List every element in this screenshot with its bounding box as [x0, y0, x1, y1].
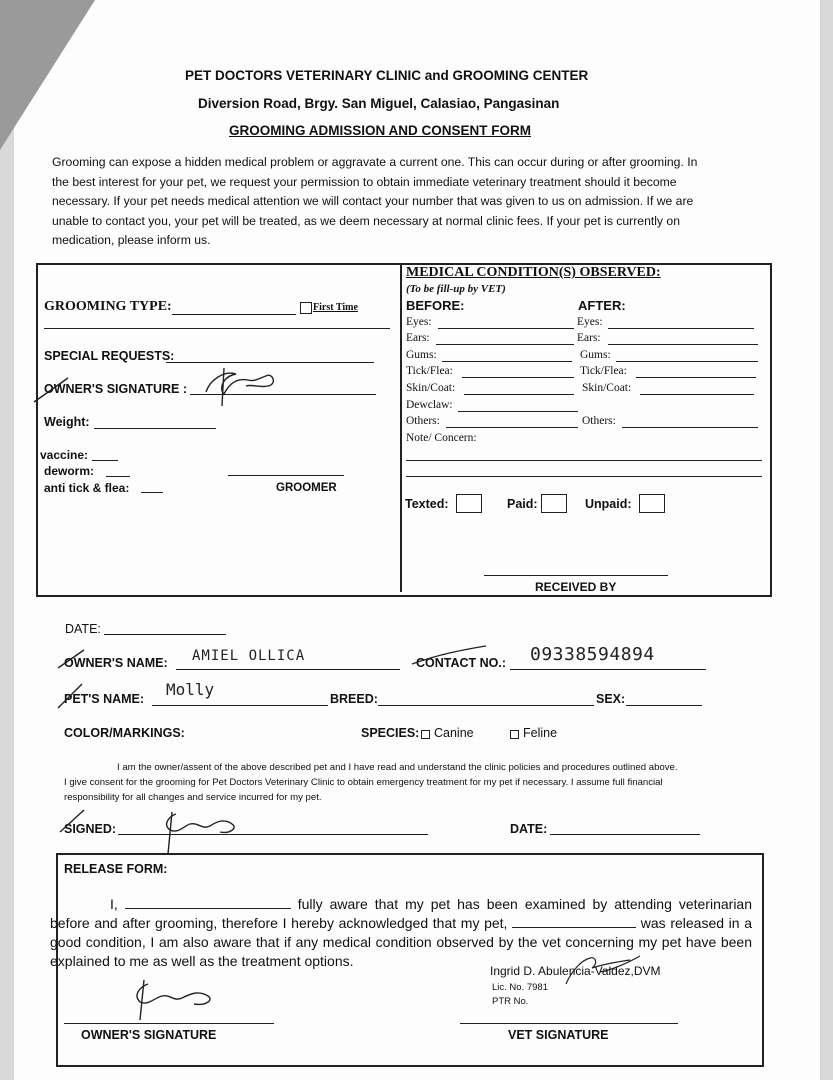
sex-label: SEX: [596, 692, 626, 706]
clinic-address: Diversion Road, Brgy. San Miguel, Calasiao, Pangasinan [198, 96, 560, 111]
after-others: Others: [582, 415, 616, 427]
first-time-label: First Time [313, 302, 358, 313]
release-text-b: fully aware that my pet has been examined by attending veterinarian before and after grooming, therefore I hereby acknowledged that my pet, [50, 896, 752, 931]
first-time-checkbox[interactable] [300, 302, 312, 314]
before-others-field[interactable] [446, 427, 578, 428]
handwritten-signature-2 [150, 808, 260, 856]
unpaid-checkbox[interactable] [639, 494, 665, 513]
received-by-label: RECEIVED BY [535, 580, 617, 594]
pet-name-field[interactable] [152, 705, 328, 706]
before-dewclaw: Dewclaw: [406, 399, 453, 411]
before-ears-field[interactable] [436, 344, 574, 345]
before-eyes: Eyes: [406, 316, 432, 328]
contact-strike [410, 644, 490, 668]
feline-label: Feline [523, 726, 558, 740]
consent-line-1: I am the owner/assent of the above described pet and I have read and understand the clinic policies and procedures outlined above. [117, 762, 678, 773]
after-label: AFTER: [578, 298, 626, 313]
special-requests-label: SPECIAL REQUESTS: [44, 349, 175, 363]
owner-name-value: AMIEL OLLICA [192, 648, 306, 664]
before-others: Others: [406, 415, 440, 427]
before-skin: Skin/Coat: [406, 382, 456, 394]
contact-label: CONTACT NO.: [416, 656, 507, 670]
grooming-type-field[interactable] [172, 314, 296, 315]
after-skin-field[interactable] [640, 394, 754, 395]
deworm-field[interactable] [106, 476, 130, 477]
unpaid-label: Unpaid: [585, 497, 632, 511]
feline-checkbox[interactable] [510, 730, 519, 739]
form-title: GROOMING ADMISSION AND CONSENT FORM [229, 123, 531, 138]
consent-line-3: responsibility for all changes and service incurred for my pet. [64, 792, 322, 803]
owner-signature-label: OWNER'S SIGNATURE [81, 1028, 217, 1042]
deworm-label: deworm: [44, 464, 95, 478]
pet-name-strike [56, 680, 86, 710]
breed-field[interactable] [378, 705, 594, 706]
after-gums-field[interactable] [616, 361, 758, 362]
release-text-a: I, [110, 896, 118, 912]
paid-checkbox[interactable] [541, 494, 567, 513]
note-concern-label: Note/ Concern: [406, 432, 477, 444]
box-divider [400, 264, 402, 592]
paid-label: Paid: [507, 497, 538, 511]
texted-label: Texted: [405, 497, 449, 511]
date2-label: DATE: [510, 822, 548, 836]
before-gums-field[interactable] [442, 361, 572, 362]
after-eyes-field[interactable] [608, 328, 754, 329]
contact-field[interactable] [510, 669, 706, 670]
vaccine-field[interactable] [92, 460, 118, 461]
owner-signature-field[interactable] [64, 1023, 274, 1024]
before-label: BEFORE: [406, 298, 465, 313]
sex-field[interactable] [626, 705, 702, 706]
release-title: RELEASE FORM: [64, 862, 168, 876]
after-others-field[interactable] [622, 427, 758, 428]
canine-checkbox[interactable] [421, 730, 430, 739]
date2-field[interactable] [550, 834, 700, 835]
species-label: SPECIES: [361, 726, 420, 740]
before-tick: Tick/Flea: [406, 365, 453, 377]
release-text-c: was released in a good condition, I am also aware that if any medical condition observed by the vet concerning my pet have been explained to me as well as the treatment options. [50, 915, 753, 969]
after-tick-field[interactable] [636, 377, 756, 378]
signed-label: SIGNED: [64, 822, 117, 836]
received-by-field[interactable] [484, 575, 668, 576]
after-gums: Gums: [580, 349, 611, 361]
anti-tick-field[interactable] [141, 492, 163, 493]
release-owner-name-field[interactable] [125, 896, 291, 909]
date-field[interactable] [104, 634, 226, 635]
after-eyes: Eyes: [577, 316, 603, 328]
medical-title: MEDICAL CONDITION(S) OBSERVED: [406, 265, 661, 280]
groomer-signature-field[interactable] [228, 475, 344, 476]
vet-signature-label: VET SIGNATURE [508, 1028, 609, 1042]
owner-name-strike [56, 646, 86, 670]
contact-value: 09338594894 [530, 644, 655, 665]
pet-name-value: Molly [166, 680, 215, 699]
signed-strike [58, 806, 88, 834]
vaccine-label: vaccine: [40, 448, 89, 462]
vet-signature-field[interactable] [460, 1023, 678, 1024]
before-gums: Gums: [406, 349, 437, 361]
note-line-2[interactable] [406, 476, 762, 477]
vet-name: Ingrid D. Abulencia-Valdez,DVM [490, 964, 661, 978]
after-skin: Skin/Coat: [582, 382, 632, 394]
texted-checkbox[interactable] [456, 494, 482, 513]
before-ears: Ears: [406, 332, 430, 344]
lic-no: Lic. No. 7981 [492, 982, 548, 993]
intro-paragraph: Grooming can expose a hidden medical problem or aggravate a current one. This can occur during or after grooming. In the best interest for your pet, we request your permission to obtain immediate veterinary treatment should it become necessary. If your pet needs medical attention we will contact your number that was given to us on admission. If we are unable to contact you, your pet will be treated, as we deem necessary at normal clinic fees. If your pet is currently on medication, please inform us. [52, 155, 698, 247]
grooming-type-line-2[interactable] [44, 328, 390, 329]
breed-label: BREED: [330, 692, 378, 706]
ptr-no: PTR No. [492, 996, 529, 1007]
before-skin-field[interactable] [464, 394, 574, 395]
weight-field[interactable] [94, 428, 216, 429]
owner-name-field[interactable] [176, 669, 400, 670]
after-tick: Tick/Flea: [580, 365, 627, 377]
note-line-1[interactable] [406, 460, 762, 461]
after-ears: Ears: [577, 332, 601, 344]
color-markings-label: COLOR/MARKINGS: [64, 726, 185, 740]
before-dewclaw-field[interactable] [458, 411, 578, 412]
before-eyes-field[interactable] [438, 328, 574, 329]
owner-name-label: OWNER'S NAME: [64, 656, 168, 670]
release-pet-name-field[interactable] [512, 915, 636, 928]
date-label: DATE: [65, 622, 101, 636]
before-tick-field[interactable] [462, 377, 574, 378]
pet-name-label: PET'S NAME: [64, 692, 145, 706]
clinic-name: PET DOCTORS VETERINARY CLINIC and GROOMING CENTER [185, 68, 589, 83]
owners-signature-label: OWNER'S SIGNATURE : [44, 382, 188, 396]
weight-label: Weight: [44, 415, 90, 429]
anti-tick-label: anti tick & flea: [44, 481, 130, 495]
canine-label: Canine [434, 726, 474, 740]
consent-line-2: I give consent for the grooming for Pet Doctors Veterinary Clinic to obtain emergency treatment for my pet if necessary. I assume full financial [64, 777, 663, 788]
groomer-label: GROOMER [276, 482, 337, 494]
handwritten-signature-1 [28, 360, 288, 408]
folded-corner [0, 0, 95, 150]
handwritten-signature-3 [120, 976, 230, 1026]
grooming-type-label: GROOMING TYPE: [44, 299, 172, 314]
medical-subtitle: (To be fill-up by VET) [406, 283, 506, 295]
after-ears-field[interactable] [608, 344, 758, 345]
